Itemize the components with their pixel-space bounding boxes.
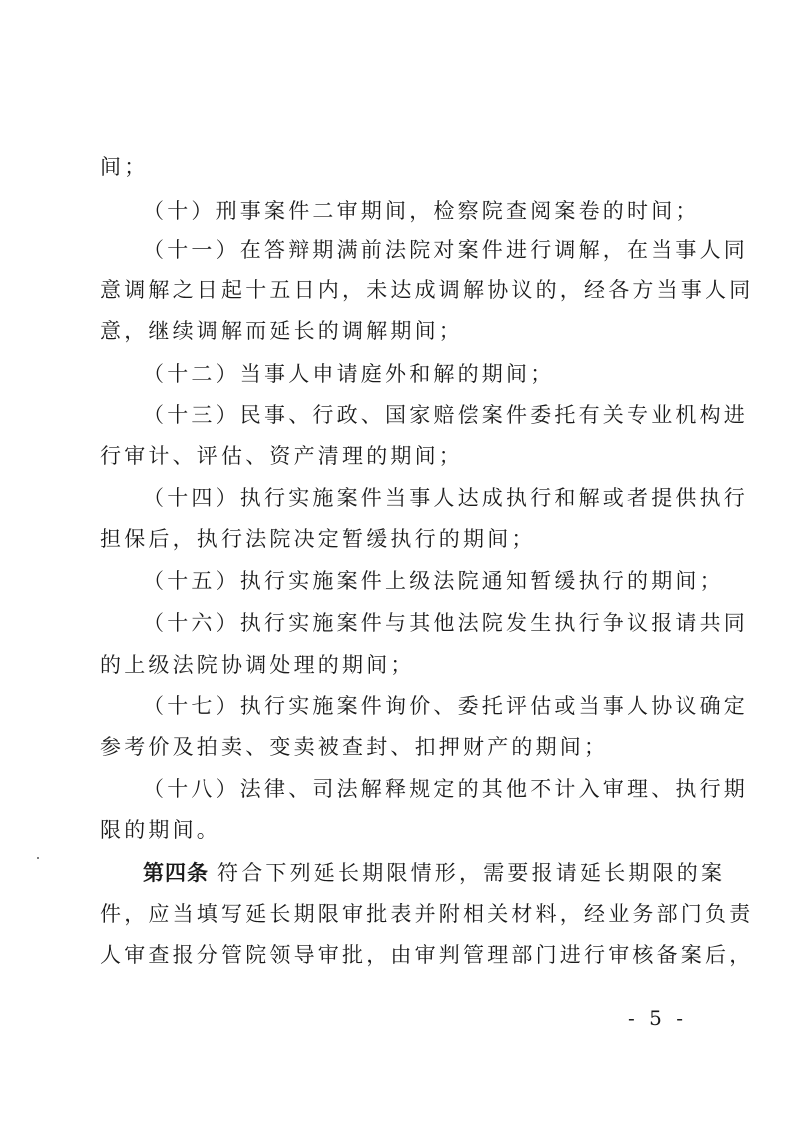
scan-speck [37,857,39,859]
article-line [0,858,793,888]
article-heading: 第四条 [143,861,209,885]
article-text: 符合下列延长期限情形，需要报请延长期限的案 [217,861,726,885]
text-line: （十四）执行实施案件当事人达成执行和解或者提供执行 [143,486,748,510]
text-line: 担保后，执行法院决定暂缓执行的期间； [100,527,536,551]
text-line: （十五）执行实施案件上级法院通知暂缓执行的期间； [143,569,724,593]
text-line: （十六）执行实施案件与其他法院发生执行争议报请共同 [143,611,748,635]
text-line: （十一）在答辩期满前法院对案件进行调解，在当事人同 [143,238,748,262]
page-number: - 5 - [628,1006,687,1030]
text-line: 件，应当填写延长期限审批表并附相关材料，经业务部门负责 [100,902,754,926]
text-line: 间； [100,155,149,179]
text-line: 行审计、评估、资产清理的期间； [100,444,463,468]
text-line: （十八）法律、司法解释规定的其他不计入审理、执行期 [143,777,748,801]
text-line: 参考价及拍卖、变卖被查封、扣押财产的期间； [100,735,609,759]
text-line: 的上级法院协调处理的期间； [100,653,415,677]
text-line: （十）刑事案件二审期间，检察院查阅案卷的时间； [143,199,700,223]
text-line: （十七）执行实施案件询价、委托评估或当事人协议确定 [143,694,748,718]
text-line: 意，继续调解而延长的调解期间； [100,319,463,343]
text-line: 限的期间。 [100,818,221,842]
text-line: （十二）当事人申请庭外和解的期间； [143,362,555,386]
text-line: （十三）民事、行政、国家赔偿案件委托有关专业机构进 [143,403,748,427]
text-line: 人审查报分管院领导审批，由审判管理部门进行审核备案后， [100,943,754,967]
text-line: 意调解之日起十五日内，未达成调解协议的，经各方当事人同 [100,278,754,302]
